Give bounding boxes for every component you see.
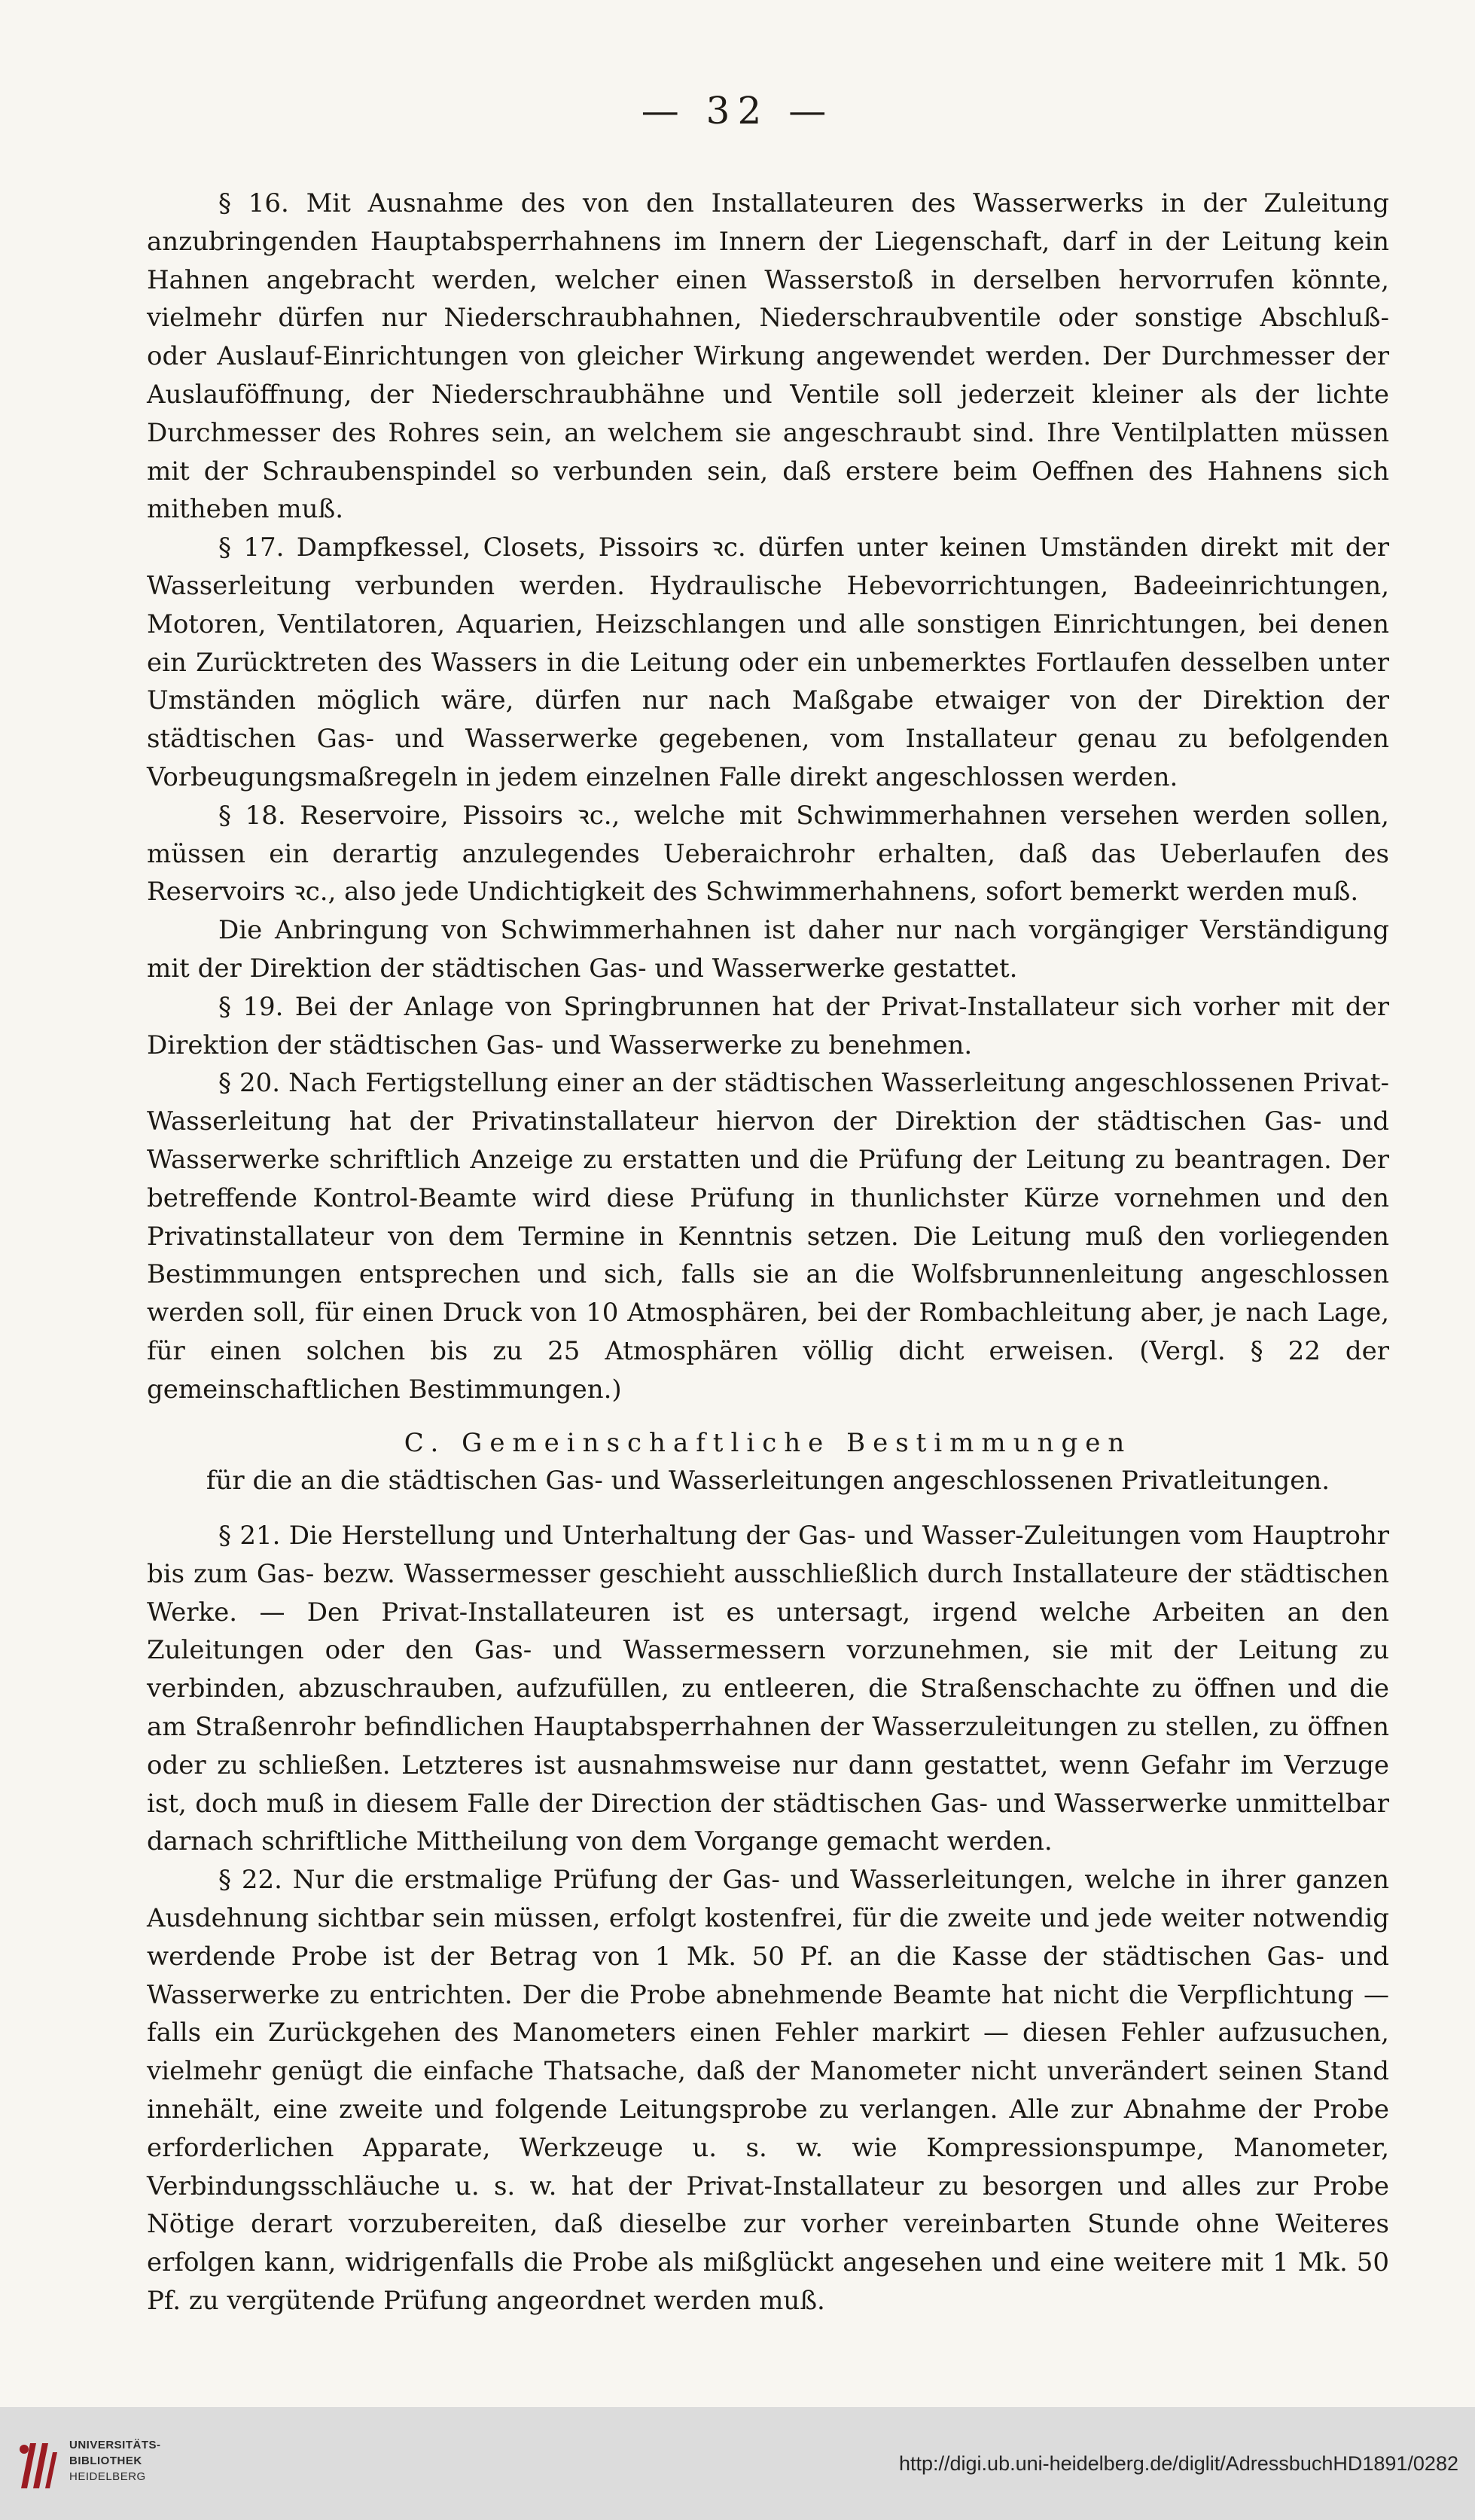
viewer-footer-bar [0,2407,1475,2520]
paragraph-22: § 22. Nur die erstmalige Prüfung der Gas- und Wasserleitungen, welche in ihrer ganzen Ausdehnung sichtbar sein müssen, erfolgt kostenfrei, für die zweite und jede weiter notwendig werdende Probe ist der Betrag von 1 Mk. 50 Pf. an die Kasse der städtischen Gas- und Wasserwerke zu entrichten. Der die Probe abnehmende Beamte hat nicht die Verpflichtung — falls ein Zurückgehen des Manometers einen Fehler markirt — diesen Fehler aufzusuchen, vielmehr genügt die einfache Thatsache, daß der Manometer nicht unverändert seinen Stand innehält, eine zweite und folgende Leitungsprobe zu verlangen. Alle zur Abnahme der Probe erforderlichen Apparate, Werkzeuge u. s. w. wie Kompressionspumpe, Manometer, Verbindungsschläuche u. s. w. hat der Privat-Installateur zu besorgen und alles zur Probe Nötige derart vorzubereiten, daß dieselbe zur vorher vereinbarten Stunde ohne Weiteres erfolgen kann, widrigenfalls die Probe als mißglückt angesehen und eine weitere mit 1 Mk. 50 Pf. zu vergütende Prüfung angeordnet werden muß. [147,1865,1389,2317]
paragraph-18: § 18. Reservoire, Pissoirs ꝛc., welche mit Schwimmerhahnen versehen werden sollen, müssen ein derartig anzulegendes Ueberaichrohr erhalten, daß das Ueberlaufen des Reservoirs ꝛc., also jede Undichtigkeit des Schwimmerhahnens, sofort bemerkt werden muß. [147,800,1389,908]
page-number: — 32 — [641,89,834,133]
paragraph-20: § 20. Nach Fertigstellung einer an der städtischen Wasserleitung angeschlossenen Privat-Wasserleitung hat der Privatinstallateur hiervon der Direktion der städtischen Gas- und Wasserwerke schriftlich Anzeige zu erstatten und die Prüfung der Leitung zu beantragen. Der betreffende Kontrol-Beamte wird diese Prüfung in thunlichster Kürze vornehmen und den Privatinstallateur von dem Termine in Kenntnis setzen. Die Leitung muß den vorliegenden Bestimmungen entsprechen und sich, falls sie an die Wolfsbrunnenleitung angeschlossen werden soll, für einen Druck von 10 Atmosphären, bei der Rombachleitung aber, je nach Lage, für einen solchen bis zu 25 Atmosphären völlig dicht erweisen. (Vergl. § 22 der gemeinschaftlichen Bestimmungen.) [147,1068,1389,1405]
section-subheading: für die an die städtischen Gas- und Wasserleitungen angeschlossenen Privatleitungen. [206,1466,1330,1496]
library-seal-icon [15,2436,62,2493]
paragraph-18-continued: Die Anbringung von Schwimmerhahnen ist daher nur nach vorgängiger Verständigung mit der Direktion der städtischen Gas- und Wasserwerke gestattet. [147,915,1389,984]
logo-text-line-1: UNIVERSITÄTS- [69,2439,161,2451]
logo-text-line-2: BIBLIOTHEK [69,2454,142,2467]
document-body [147,185,1389,2320]
paragraph-17: § 17. Dampfkessel, Closets, Pissoirs ꝛc. dürfen unter keinen Umständen direkt mit der Wasserleitung verbunden werden. Hydraulische Hebevorrichtungen, Badeeinrichtungen, Motoren, Ventilatoren, Aquarien, Heizschlangen und alle sonstigen Einrichtungen, bei denen ein Zurücktreten des Wassers in die Leitung oder ein unbemerktes Fortlaufen desselben unter Umständen möglich wäre, dürfen nur nach Maßgabe etwaiger von der Direktion der städtischen Gas- und Wasserwerke gegebenen, vom Installateur genau zu befolgenden Vorbeugungsmaßregeln in jedem einzelnen Falle direkt angeschlossen werden. [147,532,1389,792]
paragraph-16: § 16. Mit Ausnahme des von den Installateuren des Wasserwerks in der Zuleitung anzubringenden Hauptabsperrhahnens im Innern der Liegenschaft, darf in der Leitung kein Hahnen angebracht werden, welcher einen Wasserstoß in derselben hervorrufen könnte, vielmehr dürfen nur Niederschraubhahnen, Niederschraubventile oder sonstige Abschluß- oder Auslauf-Einrichtungen von gleicher Wirkung angewendet werden. Der Durchmesser der Auslauföffnung, der Niederschraubhähne und Ventile soll jederzeit kleiner als der lichte Durchmesser des Rohres sein, an welchem sie angeschraubt sind. Ihre Ventilplatten müssen mit der Schraubenspindel so verbunden sein, daß erstere beim Oeffnen des Hahnens sich mitheben muß. [147,188,1389,525]
paragraph-19: § 19. Bei der Anlage von Springbrunnen hat der Privat-Installateur sich vorher mit der Direktion der städtischen Gas- und Wasserwerke zu benehmen. [147,991,1389,1060]
section-heading: C. Gemeinschaftliche Bestimmungen [404,1427,1132,1458]
logo-text-line-3: HEIDELBERG [69,2470,146,2483]
permalink-url[interactable]: http://digi.ub.uni-heidelberg.de/diglit/AdressbuchHD1891/0282 [898,2452,1458,2475]
paragraph-21: § 21. Die Herstellung und Unterhaltung der Gas- und Wasser-Zuleitungen vom Hauptrohr bis zum Gas- bezw. Wassermesser geschieht ausschließlich durch Installateure der städtischen Werke. — Den Privat-Installateuren ist es untersagt, irgend welche Arbeiten an den Zuleitungen oder den Gas- und Wassermessern vorzunehmen, sie mit der Leitung zu verbinden, abzuschrauben, aufzufüllen, zu entleeren, die Straßenschachte zu öffnen und die am Straßenrohr befindlichen Hauptabsperrhahnen der Wasserzuleitungen zu stellen, zu öffnen oder zu schließen. Letzteres ist ausnahmsweise nur dann gestattet, wenn Gefahr im Verzuge ist, doch muß in diesem Falle der Direction der städtischen Gas- und Wasserwerke unmittelbar darnach schriftliche Mittheilung von dem Vorgange gemacht werden. [147,1521,1389,1857]
library-logo[interactable] [15,2430,181,2497]
